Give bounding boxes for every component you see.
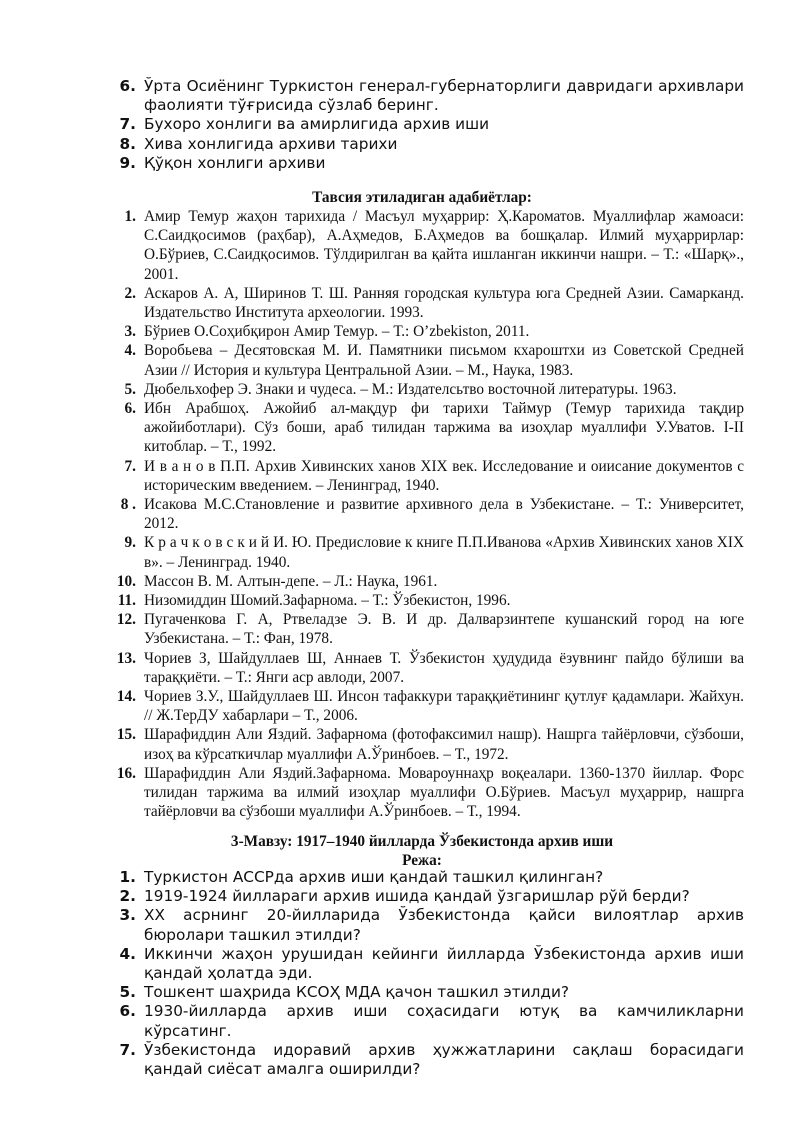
list-item-text: Амир Темур жаҳон тарихида / Масъул муҳаррир: Ҳ.Кароматов. Муаллифлар жамоаси: С.Саидқосимов (раҳбар), А.Аҳмедов, Б.Аҳмедов ва бошқалар. Илмий муҳаррирлар: О.Бўриев, С.Саидқосимов. Тўлдирилган ва қайта ишланган иккинчи нашри. – Т.: «Шарқ»., 2001. [144,208,744,283]
list-item-text: Бухоро хонлиги ва амирлигида архив иши [144,115,490,134]
list-item-number: 5. [119,983,136,1002]
list-item [100,380,744,399]
list-item-text: Туркистон АССРда архив иши қандай ташкил қилинган? [144,868,604,886]
questions-list-top [100,77,744,173]
list-item-number: 2. [124,284,136,302]
list-item-number: 4. [119,944,136,963]
list-item [100,77,744,115]
list-item-number: 3. [119,906,136,925]
plan-list [100,868,744,1079]
list-item-text: Низомиддин Шомий.Зафарнома. – Т.: Ўзбекистон, 1996. [144,592,511,610]
list-item-text: Ўзбекистонда идоравий архив ҳужжатларини сақлаш борасидаги қандай сиёсат амалга оширилди? [144,1040,744,1079]
list-item-text: Чориев З.У., Шайдуллаев Ш. Инсон тафаккури тараққиётининг қутлуғ қадамлари. Жайхун. // Ж.ТерДУ хабарлари – Т., 2006. [144,688,744,725]
list-item [100,572,744,591]
list-item-text: Бўриев О.Соҳибқирон Амир Темур. – Т.: O’zbekiston, 2011. [144,323,530,341]
list-item-number: 3. [124,323,136,341]
list-item-number: 7. [119,115,136,134]
list-item-text: Аскаров А. А, Ширинов Т. Ш. Ранняя городская культура юга Средней Азии. Самарканд. Издательство Института археологии. 1993. [144,284,744,322]
list-item [100,457,744,495]
list-item [100,649,744,687]
list-item-text: Воробьева – Десятовская М. И. Памятники письмом кхароштхи из Советской Средней Азии // История и культура Центральной Азии. – М., Наука, 1983. [144,342,744,379]
list-item [100,945,744,983]
list-item-number: 16. [116,764,136,782]
list-item-text: Пугаченкова Г. А, Ртвеладзе Э. В. И др. Далварзинтепе кушанский город на юге Узбекистана. – Т.: Фан, 1978. [144,611,744,648]
list-item-number: 5. [124,380,136,398]
list-item-text: 1919-1924 йиллараги архив ишида қандай ўзгаришлар рўй берди? [144,887,690,906]
list-item [100,399,744,457]
list-item [100,610,744,648]
list-item [100,533,744,571]
list-item-text: Ўрта Осиёнинг Туркистон генерал-губернаторлиги давридаги архивлари фаолияти тўғрисида сўзлаб беринг. [144,77,744,115]
list-item [100,1041,744,1079]
list-item [100,154,744,173]
literature-heading: Тавсия этиладиган адабиётлар: [312,189,532,206]
list-item-number: 10. [116,572,136,590]
list-item-number: 11. [117,592,136,610]
list-item-text: XX асрнинг 20-йилларида Ўзбекистонда қайси вилоятлар архив бюролари ташкил этилди? [144,906,744,944]
list-item-number: 8. [119,134,136,153]
list-item [100,764,744,822]
list-item [100,591,744,610]
list-item-number: 15. [116,726,136,744]
list-item-text: Шарафиддин Али Яздий. Зафарнома (фотофаксимил нашр). Нашрга тайёрловчи, сўзбоши, изоҳ ва кўрсаткичлар муаллифи А.Ўринбоев. – Т., 1972. [144,726,744,763]
list-item-text: И в а н о в П.П. Архив Хивинских ханов XIX век. Исследование и оиисание документов с историческим введением. – Ленинград, 1940. [144,457,744,494]
plan-heading: Режа: [402,852,442,869]
list-item-text: Тошкент шаҳрида КСОҲ МДА қачон ташкил этилди? [144,983,570,1002]
list-item [100,906,744,944]
list-item-text: Ибн Арабшоҳ. Ажойиб ал-мақдур фи тарихи Таймур (Темур тарихида тақдир ажойиботлари). Сўз боши, араб тилидан таржима ва изоҳлар муаллифи У.Уватов. I-II китоблар. – Т., 1992. [144,400,744,456]
list-item [100,322,744,341]
list-item [100,868,744,887]
list-item-text: Шарафиддин Али Яздий.Зафарнома. Мовароуннаҳр воқеалари. 1360-1370 йиллар. Форс тилидан таржима ва илмий изоҳлар муаллифи О.Бўриев. Масъул муҳаррир, нашрга тайёрловчи ва сўзбоши муаллифи А.Ўринбоев. – Т., 1994. [144,764,744,821]
list-item-number: 7. [124,457,136,475]
list-item-text: К р а ч к о в с к и й И. Ю. Предисловие к книге П.П.Иванова «Архив Хивинских ханов XIX в». – Ленинград. 1940. [144,534,744,571]
list-item-text: Дюбельхофер Э. Знаки и чудеса. – М.: Издателсьтво восточной литературы. 1963. [144,380,677,398]
list-item-number: 1. [119,868,136,886]
list-item-text: 1930-йилларда архив иши соҳасидаги ютуқ ва камчиликларни кўрсатинг. [144,1002,744,1040]
list-item-number: 6. [124,400,136,418]
list-item-number: 9. [119,153,136,172]
list-item-number: 12. [116,611,136,629]
list-item-number: 7. [119,1040,136,1059]
list-item-text: Хива хонлигида архиви тарихи [144,134,398,153]
list-item [100,495,744,533]
list-item-text: Исакова М.С.Становление и развитие архивного дела в Узбекистане. – Т.: Университет, 2012. [144,496,744,533]
list-item [100,983,744,1002]
list-item [100,1002,744,1040]
list-item [100,887,744,906]
list-item-number: 9. [124,534,136,552]
list-item [100,115,744,134]
list-item [100,207,744,284]
literature-list [100,207,744,822]
list-item-number: 13. [116,649,136,667]
list-item [100,341,744,379]
list-item-number: 4. [124,342,136,360]
list-item [100,284,744,322]
list-item-text: Иккинчи жаҳон урушидан кейинги йилларда Ўзбекистонда архив иши қандай ҳолатда эди. [144,944,744,983]
list-item-text: Массон В. М. Алтын-депе. – Л.: Наука, 1961. [144,572,438,590]
list-item-text: Чориев З, Шайдуллаев Ш, Аннаев Т. Ўзбекистон ҳудудида ёзувнинг пайдо бўлиши ва тараққиёти. – Т.: Янги аср авлоди, 2007. [144,649,744,686]
list-item-number: 6. [119,1002,136,1021]
list-item-number: 1. [124,208,136,225]
list-item-number: 6. [119,77,136,95]
list-item-number: 8 . [120,496,136,514]
list-item-text: Қўқон хонлиги архиви [144,153,326,172]
topic-heading: 3-Мавзу: 1917–1940 йилларда Ўзбекистонда архив иши [230,833,614,850]
list-item [100,135,744,154]
list-item [100,687,744,725]
list-item [100,725,744,763]
list-item-number: 14. [116,688,136,706]
list-item-number: 2. [119,887,136,906]
